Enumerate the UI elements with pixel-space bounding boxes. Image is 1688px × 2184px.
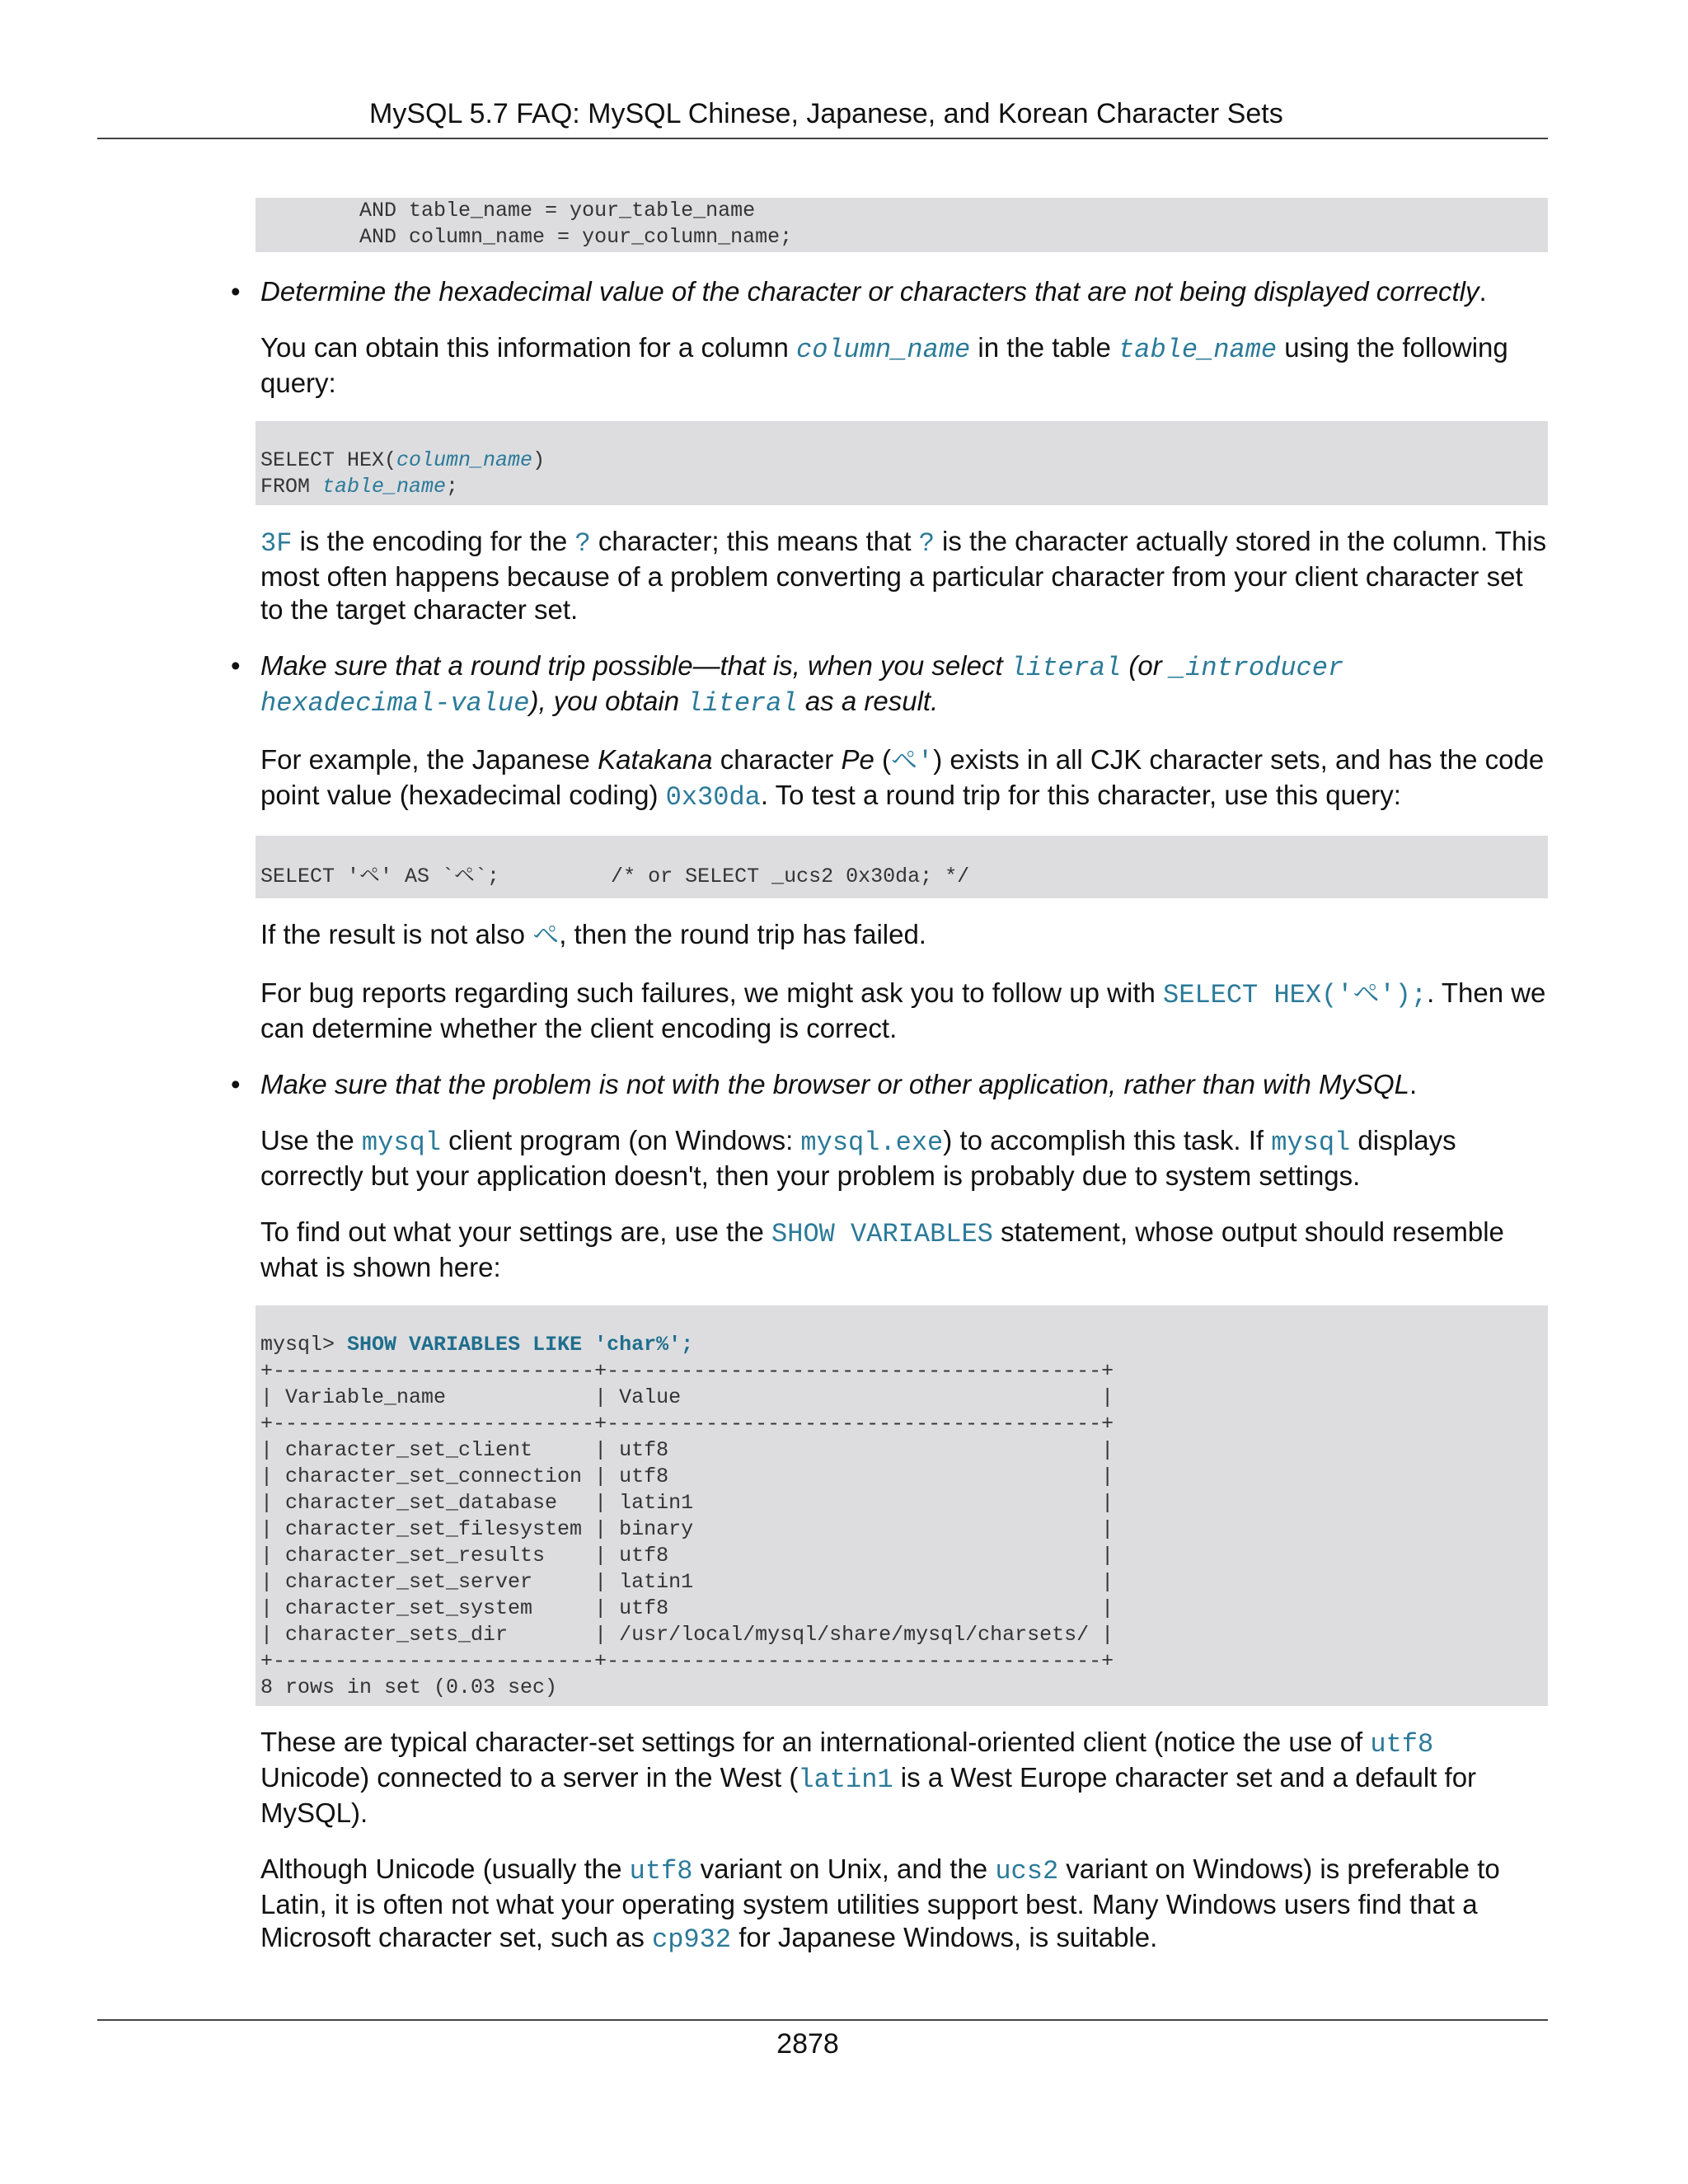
text: , then the round trip has failed. <box>559 919 926 949</box>
column-name-literal: column_name <box>796 335 971 365</box>
code-line: AND column_name = your_column_name; <box>260 225 793 249</box>
heading-end: . <box>1479 276 1487 307</box>
code-command: SHOW VARIABLES LIKE 'char%'; <box>347 1333 694 1357</box>
heading-text: as a result. <box>797 686 939 716</box>
introducer-literal: _introducer hexadecimal-value <box>260 653 1344 719</box>
code-variable: column_name <box>396 448 533 472</box>
literal-pe-char: ペ <box>532 921 560 952</box>
code-line <box>260 448 1543 474</box>
code-text: FROM <box>260 475 323 499</box>
code-line: SELECT 'ペ' AS `ペ`; /* or SELECT _ucs2 0x30da; */ <box>260 865 970 888</box>
paragraph-3f-encoding <box>256 525 1548 626</box>
main-content <box>231 198 1548 1957</box>
bullet-marker: • <box>231 1069 241 1099</box>
literal-code-point: 0x30da <box>665 782 761 813</box>
code-variable: table_name <box>322 475 447 499</box>
text: Use the <box>260 1125 362 1155</box>
literal-mysql-exe: mysql.exe <box>800 1127 944 1158</box>
bullet-marker: • <box>231 650 241 681</box>
text: is the character actually stored in the column. This most often happens because of a problem converting a particular character from your client character set to the target character set. <box>260 526 1547 625</box>
text: . To test a round trip for this character, use this query: <box>760 780 1401 810</box>
paragraph-katakana-example <box>256 743 1548 814</box>
emphasis-pe: Pe <box>841 744 874 775</box>
text: client program (on Windows: <box>440 1125 801 1155</box>
text: displays correctly but your application doesn't, then your problem is probably due to system settings. <box>260 1125 1456 1191</box>
paragraph-round-trip-failed <box>256 918 1548 954</box>
code-block-table-column-filter <box>256 198 1548 252</box>
heading-text: Make sure that a round trip possible—that is, when you select <box>260 650 1010 681</box>
text: for Japanese Windows, is suitable. <box>731 1922 1158 1952</box>
code-block-round-trip-query <box>256 836 1548 898</box>
literal-text: literal <box>1010 653 1122 683</box>
code-block-show-variables-output <box>256 1305 1548 1706</box>
text: is a West Europe character set and a default for MySQL). <box>260 1762 1477 1828</box>
literal-show-variables: SHOW VARIABLES <box>771 1219 993 1249</box>
code-line <box>260 474 1543 500</box>
text: ) to accomplish this task. If <box>943 1125 1272 1155</box>
literal-utf8: utf8 <box>1370 1729 1434 1760</box>
text: character; this means that <box>590 526 919 556</box>
code-output-table: +--------------------------+----------------------------------------+ | Variable_name | Value | +--------------------------+----------------------------------------+ | character_set_client | utf8 | | character_set_connection | utf8 | | character_set_database | latin1 | | character_set_filesystem | binary | | character_set_results | utf8 | | character_set_server | latin1 | | character_set_system | utf8 | | character_sets_dir | /usr/local/mysql/share/mysql/charsets/ | +--------------------------+----------------------------------------+ 8 rows in set (0.03 sec) <box>260 1359 1114 1699</box>
text: For bug reports regarding such failures, we might ask you to follow up with <box>260 977 1164 1008</box>
text: variant on Windows) is preferable to Latin, it is often not what your operating system utilities support best. Many Windows users find that a Microsoft character set, such as <box>260 1854 1500 1952</box>
heading-text: ), you obtain <box>529 686 687 716</box>
text: using the following query: <box>260 332 1508 398</box>
literal-3f: 3F <box>260 528 293 559</box>
code-text: ) <box>532 448 546 472</box>
code-block-select-hex <box>256 421 1548 505</box>
heading-text: (or <box>1121 650 1170 681</box>
literal-text: literal <box>687 688 798 719</box>
table-name-literal: table_name <box>1118 335 1278 365</box>
text: For example, the Japanese <box>260 744 598 775</box>
literal-ucs2: ucs2 <box>995 1856 1059 1886</box>
literal-utf8: utf8 <box>629 1856 693 1886</box>
text: ) exists in all CJK character sets, and has the code point value (hexadecimal coding) <box>260 744 1545 810</box>
paragraph-mysql-client <box>256 1124 1548 1193</box>
bullet-heading-hex-value <box>231 275 1548 308</box>
bullet-marker: • <box>231 276 241 307</box>
heading-text: Determine the hexadecimal value of the character or characters that are not being displayed correctly <box>260 276 1479 307</box>
text: variant on Unix, and the <box>692 1854 996 1884</box>
literal-pe-char: ペ' <box>890 747 934 777</box>
text: You can obtain this information for a column <box>260 332 796 363</box>
code-text: ; <box>446 475 459 499</box>
page-header <box>97 92 1548 139</box>
text: ( <box>874 744 891 775</box>
text: To find out what your settings are, use the <box>260 1216 772 1247</box>
footer-rule <box>97 2019 1548 2021</box>
literal-mysql: mysql <box>1271 1127 1351 1158</box>
text: . Then we can determine whether the client encoding is correct. <box>260 977 1546 1043</box>
text: in the table <box>970 332 1119 363</box>
emphasis-katakana: Katakana <box>598 744 713 775</box>
text: statement, whose output should resemble what is shown here: <box>260 1216 1504 1282</box>
literal-question-mark: ? <box>918 528 935 559</box>
literal-latin1: latin1 <box>798 1765 893 1795</box>
text: If the result is not also <box>260 919 533 949</box>
paragraph-unicode-windows <box>256 1853 1548 1957</box>
code-line: AND table_name = your_table_name <box>260 199 756 223</box>
bullet-heading-round-trip <box>231 649 1548 720</box>
text: character <box>712 744 842 775</box>
code-prompt: mysql> <box>260 1333 348 1357</box>
text: is the encoding for the <box>292 526 575 556</box>
literal-cp932: cp932 <box>652 1924 732 1955</box>
code-line <box>260 1332 1543 1358</box>
heading-end: . <box>1409 1069 1418 1099</box>
page-number: 2878 <box>776 2028 839 2060</box>
paragraph-obtain-info <box>256 331 1548 400</box>
code-text: SELECT HEX( <box>260 448 397 472</box>
text: Unicode) connected to a server in the West ( <box>260 1762 799 1793</box>
text: Although Unicode (usually the <box>260 1854 630 1884</box>
bullet-heading-browser-check <box>231 1068 1548 1101</box>
text: These are typical character-set settings for an international-oriented client (notice the use of <box>260 1727 1371 1757</box>
heading-text: Make sure that the problem is not with the browser or other application, rather than with MySQL <box>260 1069 1410 1099</box>
paragraph-typical-settings <box>256 1726 1548 1830</box>
paragraph-show-variables <box>256 1216 1548 1284</box>
literal-question-mark: ? <box>574 528 591 559</box>
literal-select-hex: SELECT HEX('ペ'); <box>1163 980 1428 1010</box>
page-title: MySQL 5.7 FAQ: MySQL Chinese, Japanese, and Korean Character Sets <box>369 98 1283 129</box>
paragraph-bug-reports <box>256 977 1548 1045</box>
literal-mysql: mysql <box>361 1127 441 1158</box>
